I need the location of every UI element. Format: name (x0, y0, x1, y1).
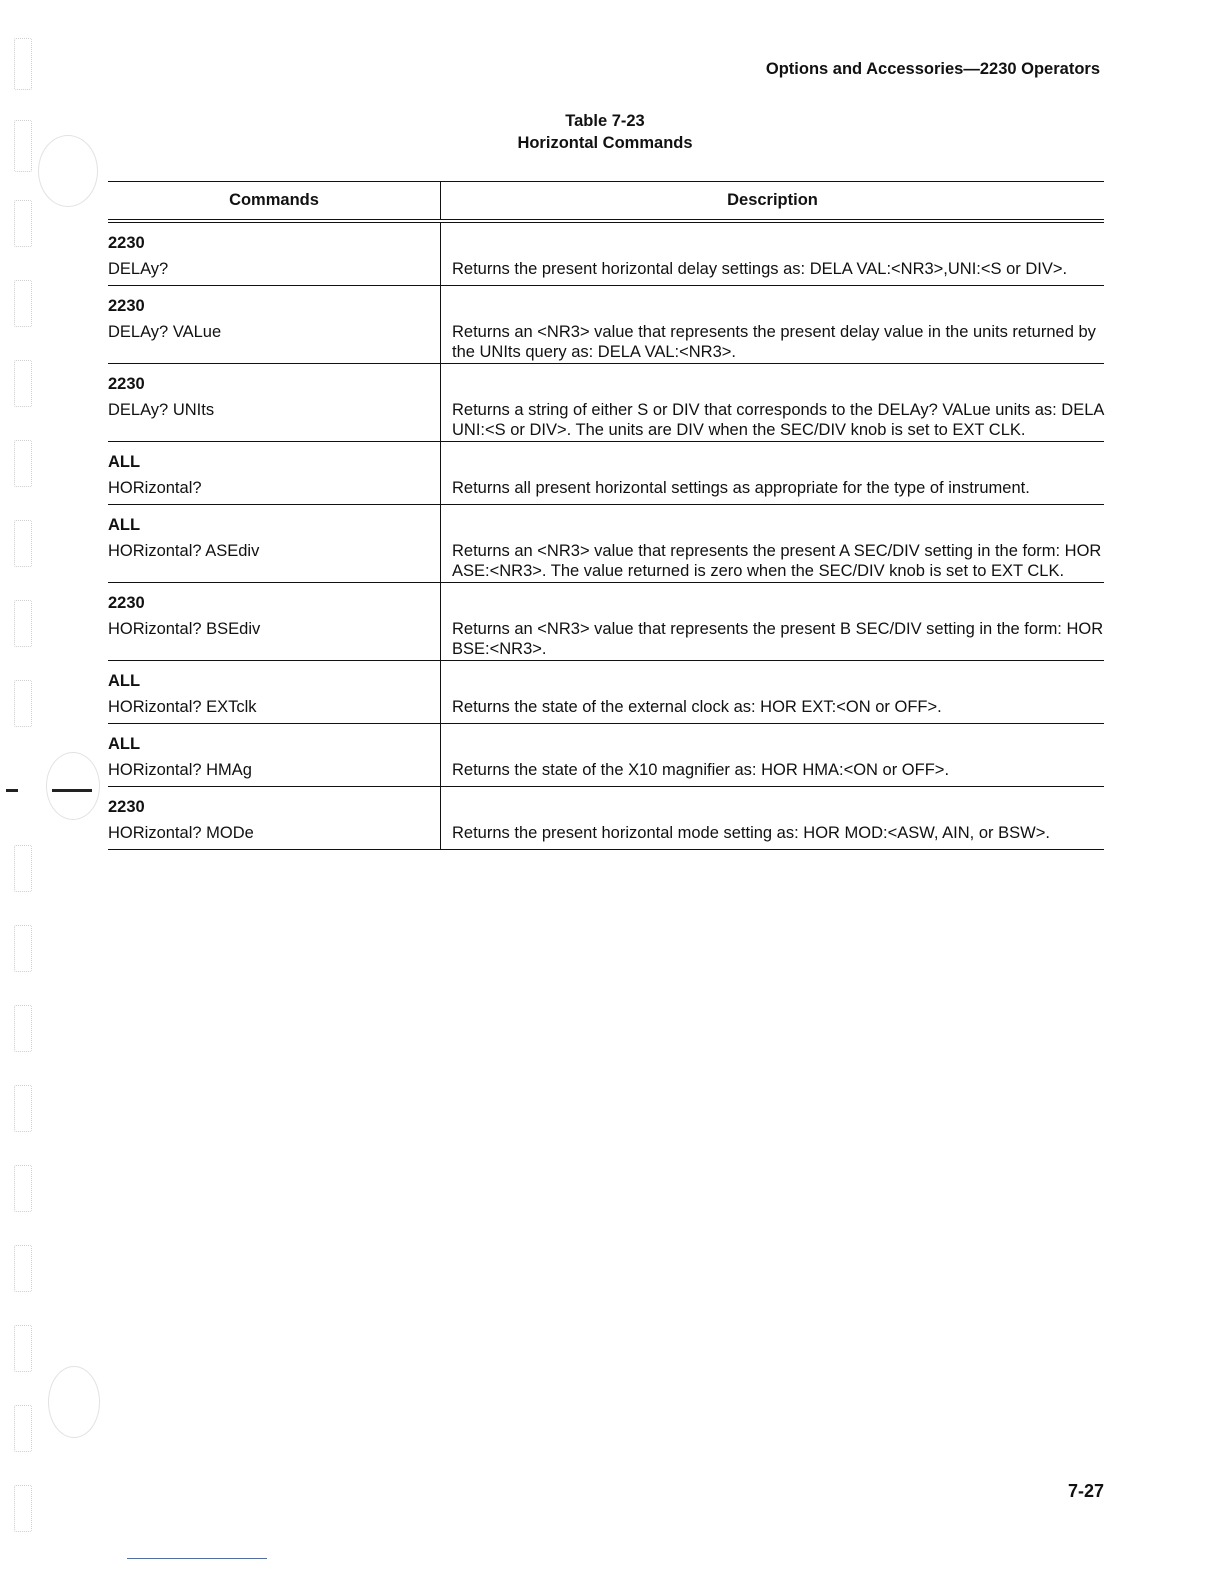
table-row (108, 724, 1104, 787)
binder-hole-middle (46, 752, 100, 820)
command-name: HORizontal? ASEdiv (108, 542, 260, 560)
command-name: HORizontal? HMAg (108, 761, 252, 779)
instrument-label: ALL (108, 672, 141, 690)
description-cell (441, 286, 1105, 364)
running-header: Options and Accessories—2230 Operators (765, 60, 1100, 78)
command-cell (108, 787, 441, 850)
description-text: Returns an <NR3> value that represents the present A SEC/DIV setting in the form: HOR ASE:<NR3>. The value returned is zero when the SEC/DIV knob is set to EXT CLK. (452, 542, 1102, 580)
table-row (108, 221, 1104, 286)
description-cell (441, 505, 1105, 583)
command-name: DELAy? VALue (108, 323, 222, 341)
description-cell (441, 442, 1105, 505)
binder-mark (14, 38, 32, 90)
table-row (108, 787, 1104, 850)
table-title: Horizontal Commands (517, 134, 693, 152)
description-text: Returns the present horizontal delay settings as: DELA VAL:<NR3>,UNI:<S or DIV>. (452, 260, 1068, 278)
table-caption (0, 110, 1210, 154)
description-cell (441, 661, 1105, 724)
command-name: HORizontal? BSEdiv (108, 620, 261, 638)
table-row (108, 583, 1104, 661)
horizontal-commands-table (108, 181, 1104, 850)
table-row (108, 661, 1104, 724)
binder-mark (14, 1485, 32, 1532)
description-cell (441, 724, 1105, 787)
binder-mark (14, 845, 32, 892)
binder-mark (14, 360, 32, 407)
command-cell (108, 364, 441, 442)
binder-hole-bottom (48, 1366, 100, 1438)
command-cell (108, 661, 441, 724)
command-cell (108, 583, 441, 661)
instrument-label: 2230 (108, 375, 145, 393)
binder-mark (14, 1005, 32, 1052)
binder-mark (14, 680, 32, 727)
binder-mark (14, 200, 32, 247)
binder-mark (14, 1325, 32, 1372)
description-cell (441, 787, 1105, 850)
table-row (108, 442, 1104, 505)
binder-mark (14, 925, 32, 972)
binder-mark (14, 600, 32, 647)
table-header-row (108, 182, 1104, 222)
binder-mark (14, 280, 32, 327)
command-name: HORizontal? (108, 479, 202, 497)
description-text: Returns all present horizontal settings as appropriate for the type of instrument. (452, 479, 1030, 497)
table-row (108, 364, 1104, 442)
command-cell (108, 505, 441, 583)
binder-mark (14, 520, 32, 567)
binder-bar (52, 789, 92, 792)
binder-mark (14, 1405, 32, 1452)
description-text: Returns the state of the external clock as: HOR EXT:<ON or OFF>. (452, 698, 942, 716)
command-name: DELAy? (108, 260, 169, 278)
description-cell (441, 364, 1105, 442)
description-text: Returns the state of the X10 magnifier as: HOR HMA:<ON or OFF>. (452, 761, 950, 779)
instrument-label: 2230 (108, 234, 145, 252)
binder-mark (14, 1245, 32, 1292)
column-header-description: Description (441, 182, 1105, 222)
instrument-label: 2230 (108, 297, 145, 315)
command-name: HORizontal? MODe (108, 824, 254, 842)
command-name: DELAy? UNIts (108, 401, 215, 419)
table-number: Table 7-23 (565, 112, 645, 130)
instrument-label: 2230 (108, 594, 145, 612)
table-row (108, 505, 1104, 583)
command-cell (108, 442, 441, 505)
instrument-label: ALL (108, 453, 141, 471)
binder-mark (14, 440, 32, 487)
instrument-label: ALL (108, 516, 141, 534)
footer-rule (127, 1558, 267, 1559)
command-cell (108, 286, 441, 364)
description-text: Returns an <NR3> value that represents the present delay value in the units returned by the UNIts query as: DELA VAL:<NR3>. (452, 323, 1096, 361)
command-name: HORizontal? EXTclk (108, 698, 257, 716)
page-number: 7-27 (1067, 1481, 1104, 1501)
command-cell (108, 221, 441, 286)
description-text: Returns a string of either S or DIV that corresponds to the DELAy? VALue units as: DELA UNI:<S or DIV>. The units are DIV when the SEC/DIV knob is set to EXT CLK. (452, 401, 1104, 439)
column-header-commands: Commands (108, 182, 441, 222)
description-cell (441, 583, 1105, 661)
description-text: Returns the present horizontal mode setting as: HOR MOD:<ASW, AIN, or BSW>. (452, 824, 1050, 842)
description-cell (441, 221, 1105, 286)
instrument-label: ALL (108, 735, 141, 753)
instrument-label: 2230 (108, 798, 145, 816)
binder-mark (14, 1085, 32, 1132)
binder-mark (14, 1165, 32, 1212)
binder-tick (6, 789, 18, 792)
command-cell (108, 724, 441, 787)
description-text: Returns an <NR3> value that represents the present B SEC/DIV setting in the form: HOR BSE:<NR3>. (452, 620, 1104, 658)
table-row (108, 286, 1104, 364)
